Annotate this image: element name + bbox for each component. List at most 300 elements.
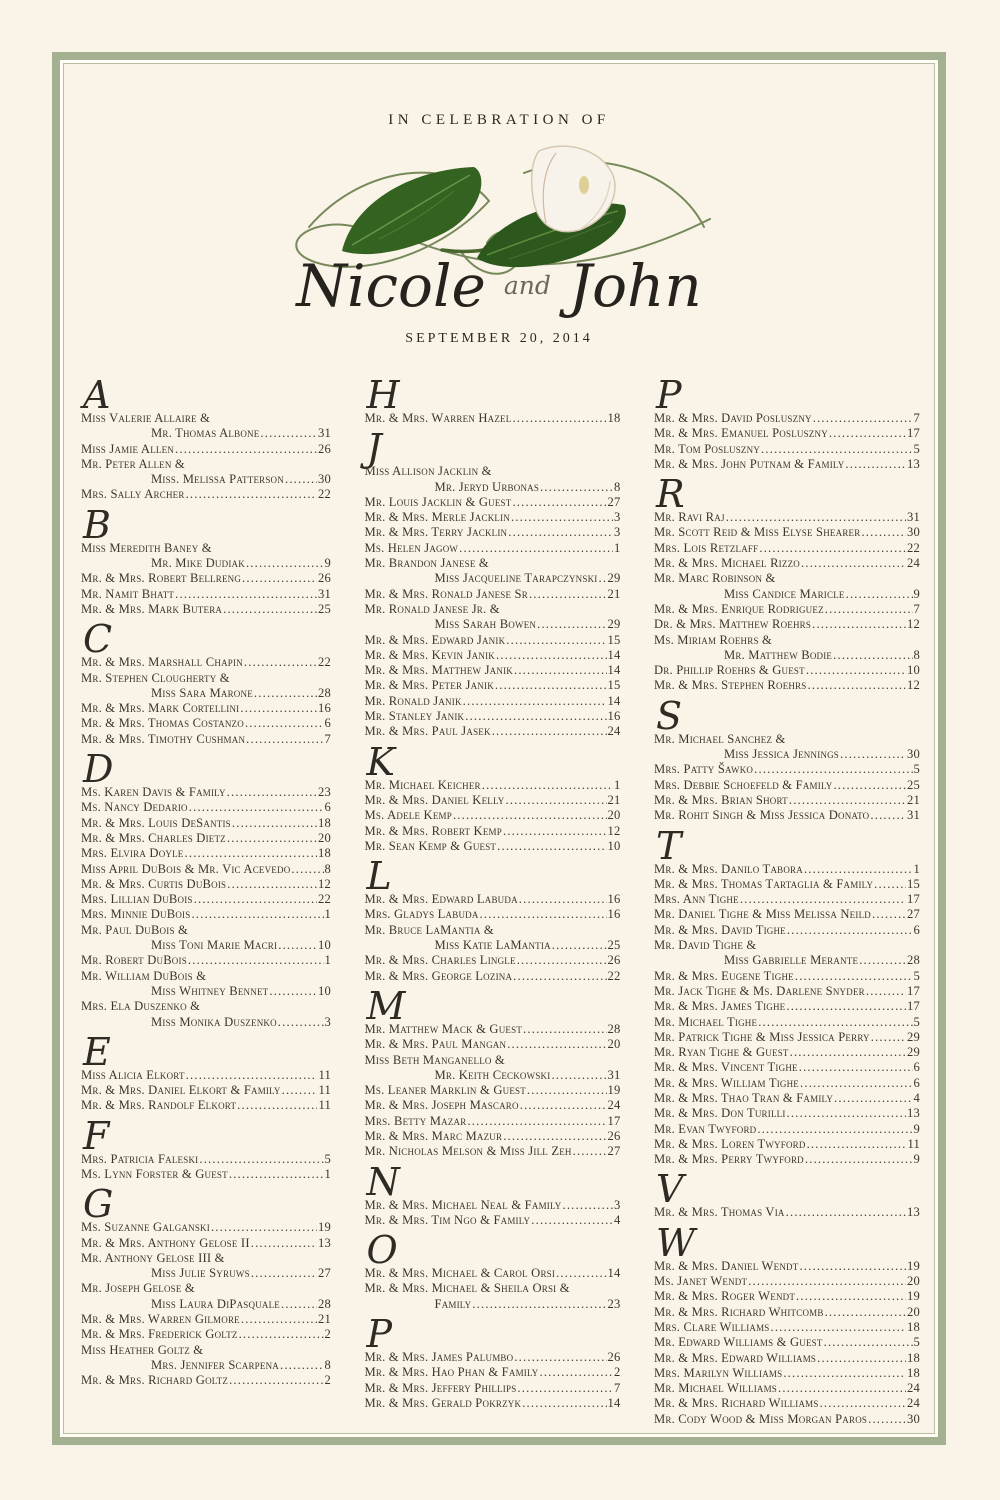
guest-line xyxy=(81,892,331,907)
guest-entry xyxy=(81,846,331,861)
dot-leader xyxy=(482,778,613,793)
table-number: 15 xyxy=(907,876,920,891)
guest-line xyxy=(654,877,920,892)
table-number: 8 xyxy=(324,1357,331,1372)
groom-name: John xyxy=(568,252,702,320)
guest-line xyxy=(81,671,331,686)
guest-line xyxy=(654,984,920,999)
dot-leader xyxy=(537,617,606,632)
dot-leader xyxy=(771,1320,906,1335)
guest-name: Ms. Janet Wendt xyxy=(654,1274,748,1289)
table-number: 28 xyxy=(318,1296,331,1311)
guest-entry xyxy=(365,587,621,602)
dot-leader xyxy=(497,839,606,854)
dot-leader xyxy=(519,892,607,907)
table-number: 22 xyxy=(907,540,920,555)
guest-entry xyxy=(365,1350,621,1365)
guest-name: Mrs. Lillian DuBois xyxy=(81,892,193,907)
guest-line xyxy=(81,686,331,701)
dot-leader xyxy=(787,1106,906,1121)
guest-line xyxy=(81,953,331,968)
guest-line xyxy=(81,846,331,861)
guest-line xyxy=(654,1305,920,1320)
guest-name: Mr. Ronald Janik xyxy=(364,693,462,708)
guest-line xyxy=(365,724,621,739)
guest-name: Mr. Thomas Albone xyxy=(151,426,260,441)
guest-line xyxy=(81,602,331,617)
guest-line xyxy=(654,1106,920,1121)
guest-name: Ms. Lynn Forster & Guest xyxy=(81,1166,228,1181)
table-number: 25 xyxy=(318,601,331,616)
table-number: 29 xyxy=(907,1029,920,1044)
dot-leader xyxy=(829,426,906,441)
guest-section xyxy=(654,693,920,824)
guest-name: Mr. Rohit Singh & Miss Jessica Donato xyxy=(654,808,870,823)
guest-name: Mr. & Mrs. Michael Rizzo xyxy=(654,556,800,571)
dot-leader xyxy=(573,1144,607,1159)
guest-name: Miss. Melissa Patterson xyxy=(151,472,284,487)
table-number: 10 xyxy=(907,663,920,678)
guest-name: Mr. & Mrs. Danilo Tabora xyxy=(654,861,803,876)
dot-leader xyxy=(232,816,317,831)
guest-line xyxy=(654,602,920,617)
dot-leader xyxy=(812,617,906,632)
guest-line xyxy=(654,1076,920,1091)
guest-line xyxy=(365,953,621,968)
guest-line xyxy=(81,487,331,502)
guest-name: Mrs. Lois Retzlaff xyxy=(654,540,759,555)
guest-name: Ms. Leaner Marklin & Guest xyxy=(364,1083,526,1098)
table-number: 14 xyxy=(607,647,621,662)
dot-leader xyxy=(285,472,317,487)
dot-leader xyxy=(472,1297,606,1312)
guest-entry xyxy=(81,877,331,892)
guest-entry xyxy=(365,1266,621,1281)
table-number: 4 xyxy=(913,1090,920,1105)
dot-leader xyxy=(512,411,606,426)
guest-line xyxy=(365,907,621,922)
guest-name: Mr. & Mrs. Thomas Tartaglia & Family xyxy=(654,876,874,891)
bride-name: Nicole xyxy=(296,252,486,320)
dot-leader xyxy=(846,587,913,602)
guest-name: Mr. & Mrs. Michael & Sheila Orsi & xyxy=(364,1281,570,1296)
guest-line xyxy=(365,495,621,510)
guest-name: Mr. & Mrs. Vincent Tighe xyxy=(654,1060,798,1075)
guest-entry xyxy=(654,1274,920,1289)
guest-entry xyxy=(365,923,621,954)
guest-line xyxy=(654,1060,920,1075)
guest-line xyxy=(81,1220,331,1235)
table-number: 21 xyxy=(607,586,621,601)
guest-line xyxy=(365,510,621,525)
guest-entry xyxy=(81,716,331,731)
dot-leader xyxy=(175,442,317,457)
guest-entry xyxy=(81,571,331,586)
guest-entry xyxy=(654,999,920,1014)
table-number: 1 xyxy=(324,907,331,922)
guest-name: Mr. & Mrs. Richard Goltz xyxy=(81,1373,229,1388)
dot-leader xyxy=(223,602,317,617)
table-number: 27 xyxy=(318,1266,331,1281)
table-number: 31 xyxy=(607,1067,621,1082)
guest-entry xyxy=(365,808,621,823)
table-number: 24 xyxy=(907,1381,920,1396)
guest-line xyxy=(365,587,621,602)
dot-leader xyxy=(211,1220,317,1235)
guest-name: Mr. & Mrs. Emanuel Posluszny xyxy=(654,426,828,441)
guest-name: Mrs. Patty Šawko xyxy=(654,762,754,777)
guest-name: Miss Laura DiPasquale xyxy=(151,1296,280,1311)
table-number: 2 xyxy=(614,1365,621,1380)
guest-line xyxy=(81,556,331,571)
section-letter: M xyxy=(366,983,406,1028)
guest-entry xyxy=(365,1198,621,1213)
guest-name: Miss Candice Maricle xyxy=(724,586,845,601)
guest-line xyxy=(365,1213,621,1228)
table-number: 2 xyxy=(324,1327,331,1342)
dot-leader xyxy=(511,510,613,525)
dot-leader xyxy=(245,716,324,731)
table-number: 3 xyxy=(614,1197,621,1212)
table-number: 29 xyxy=(907,1045,920,1060)
dot-leader xyxy=(227,785,317,800)
section-letter: K xyxy=(366,739,395,784)
table-number: 24 xyxy=(907,556,920,571)
guest-line xyxy=(81,984,331,999)
table-number: 13 xyxy=(318,1235,331,1250)
guest-entry xyxy=(81,862,331,877)
guest-section xyxy=(364,983,621,1160)
dot-leader xyxy=(805,1152,913,1167)
table-number: 11 xyxy=(318,1083,331,1098)
guest-name: Mr. Patrick Tighe & Miss Jessica Perry xyxy=(654,1029,870,1044)
table-number: 18 xyxy=(607,411,621,425)
guest-entry xyxy=(365,953,621,968)
dot-leader xyxy=(825,1305,906,1320)
dot-leader xyxy=(191,907,323,922)
guest-name: Mr. Ravi Raj xyxy=(654,510,725,525)
table-number: 18 xyxy=(907,1365,920,1380)
dot-leader xyxy=(795,969,913,984)
guest-name: Mr. & Mrs. Jeffery Phillips xyxy=(364,1380,517,1395)
dot-leader xyxy=(467,1114,606,1129)
dot-leader xyxy=(199,1152,323,1167)
guest-name: Mr. & Mrs. William Tighe xyxy=(654,1075,800,1090)
guest-name: Mr. & Mrs. Timothy Cushman xyxy=(81,731,246,746)
guest-name: Mr. & Mrs. Edward Williams xyxy=(654,1350,817,1365)
guest-entry xyxy=(654,617,920,632)
guest-line xyxy=(365,694,621,709)
guest-entry xyxy=(81,1068,331,1083)
guest-line xyxy=(365,923,621,938)
guest-name: Mr. & Mrs. Kevin Janik xyxy=(364,647,495,662)
dot-leader xyxy=(512,495,606,510)
guest-name: Mr. & Mrs. Charles Dietz xyxy=(81,830,226,845)
guest-name: Mr. & Mrs. Roger Wendt xyxy=(654,1289,796,1304)
guest-line xyxy=(81,426,331,441)
dot-leader xyxy=(251,1236,317,1251)
guest-line xyxy=(654,1091,920,1106)
dot-leader xyxy=(291,862,323,877)
table-number: 9 xyxy=(324,556,331,571)
dot-leader xyxy=(861,525,906,540)
guest-entry xyxy=(654,411,920,426)
guest-entry xyxy=(81,671,331,702)
guest-entry xyxy=(365,464,621,495)
dot-leader xyxy=(820,1396,906,1411)
guest-entry xyxy=(654,1076,920,1091)
guest-name: Mr. Michael Sanchez & xyxy=(654,731,786,746)
guest-name: Mr. Stanley Janik xyxy=(364,709,465,724)
guest-name: Mr. & Mrs. Richard Whitcomb xyxy=(654,1304,824,1319)
guest-name: Mr. & Mrs. Matthew Janik xyxy=(364,663,513,678)
dot-leader xyxy=(514,663,607,678)
dot-leader xyxy=(503,824,607,839)
dot-leader xyxy=(778,1381,906,1396)
guest-entry xyxy=(654,762,920,777)
section-letter: W xyxy=(656,1220,696,1265)
guest-name: Mr. & Mrs. Perry Twyford xyxy=(654,1152,804,1167)
table-number: 18 xyxy=(318,815,331,830)
guest-name: Mr. & Mrs. Tim Ngo & Family xyxy=(364,1212,531,1227)
guest-line xyxy=(654,1274,920,1289)
table-number: 7 xyxy=(614,1380,621,1395)
table-number: 5 xyxy=(913,441,920,456)
guest-name: Mrs. Debbie Schoefeld & Family xyxy=(654,777,833,792)
table-number: 25 xyxy=(607,938,621,953)
guest-name: Mr. Bruce LaMantia & xyxy=(364,922,494,937)
table-number: 20 xyxy=(607,808,621,823)
section-letter: D xyxy=(83,747,114,792)
dot-leader xyxy=(866,984,906,999)
section-letter: L xyxy=(366,854,392,899)
guest-line xyxy=(365,839,621,854)
dot-leader xyxy=(799,1259,906,1274)
guest-entry xyxy=(365,778,621,793)
table-number: 10 xyxy=(318,938,331,953)
guest-section xyxy=(81,1113,331,1183)
table-number: 17 xyxy=(607,1113,621,1128)
guest-entry xyxy=(365,1365,621,1380)
section-letter: P xyxy=(366,1312,393,1357)
guest-name: Family xyxy=(434,1296,472,1311)
table-number: 23 xyxy=(607,1296,621,1311)
table-number: 12 xyxy=(907,617,920,632)
dot-leader xyxy=(282,1083,318,1098)
guest-entry xyxy=(654,1137,920,1152)
guest-name: Miss Monika Duszenko xyxy=(151,1014,277,1029)
dot-leader xyxy=(754,762,912,777)
dot-leader xyxy=(786,1205,906,1220)
guest-entry xyxy=(365,709,621,724)
guest-line xyxy=(81,655,331,670)
dot-leader xyxy=(551,1068,606,1083)
dot-leader xyxy=(531,1213,613,1228)
guest-name: Mr. & Mrs. Randolf Elkort xyxy=(81,1098,237,1113)
table-number: 30 xyxy=(907,1411,920,1426)
dot-leader xyxy=(789,793,906,808)
guest-name: Mr. & Mrs. Daniel Elkort & Family xyxy=(81,1083,281,1098)
guest-entry xyxy=(365,1381,621,1396)
guest-name: Mr. & Mrs. Peter Janik xyxy=(364,678,494,693)
guest-line xyxy=(81,571,331,586)
dot-leader xyxy=(868,1412,906,1427)
dot-leader xyxy=(514,1350,606,1365)
guest-entry xyxy=(365,793,621,808)
table-number: 27 xyxy=(607,494,621,509)
guest-line xyxy=(365,571,621,586)
table-number: 8 xyxy=(913,647,920,662)
guest-name: Mr. & Mrs. Daniel Wendt xyxy=(654,1258,799,1273)
guest-line xyxy=(365,808,621,823)
dot-leader xyxy=(229,1167,324,1182)
guest-line xyxy=(654,923,920,938)
guest-name: Mr. Ryan Tighe & Guest xyxy=(654,1045,789,1060)
guest-line xyxy=(654,1351,920,1366)
guest-line xyxy=(365,678,621,693)
guest-name: Mr. & Mrs. Don Turilli xyxy=(654,1106,786,1121)
guest-line xyxy=(365,525,621,540)
guest-name: Mr. & Mrs. Warren Hazel xyxy=(364,411,512,425)
guest-line xyxy=(81,800,331,815)
dot-leader xyxy=(833,648,912,663)
table-number: 3 xyxy=(614,525,621,540)
couple-names xyxy=(66,251,932,321)
guest-line xyxy=(365,411,621,426)
table-number: 17 xyxy=(907,999,920,1014)
dot-leader xyxy=(189,800,324,815)
table-number: 31 xyxy=(318,586,331,601)
guest-line xyxy=(81,1358,331,1373)
guest-entry xyxy=(81,1236,331,1251)
guest-entry xyxy=(81,1373,331,1388)
dot-leader xyxy=(254,686,317,701)
guest-name: Mr. & Mrs. Edward Janik xyxy=(364,632,506,647)
seating-column xyxy=(81,373,331,1427)
guest-line xyxy=(81,411,331,426)
guest-line xyxy=(365,464,621,479)
guest-entry xyxy=(654,602,920,617)
guest-name: Mr. Ronald Janese Jr. & xyxy=(364,601,500,616)
guest-entry xyxy=(654,938,920,969)
table-number: 5 xyxy=(913,968,920,983)
table-number: 17 xyxy=(907,426,920,441)
guest-section xyxy=(654,1169,920,1220)
guest-entry xyxy=(81,800,331,815)
guest-line xyxy=(81,1167,331,1182)
guest-entry xyxy=(81,1312,331,1327)
table-number: 1 xyxy=(614,777,621,792)
guest-section xyxy=(81,375,331,503)
guest-entry xyxy=(365,1053,621,1084)
table-number: 16 xyxy=(607,892,621,907)
guest-name: Mr. Stephen Clougherty & xyxy=(81,670,230,685)
table-number: 30 xyxy=(318,472,331,487)
guest-entry xyxy=(365,525,621,540)
guest-name: Mr. & Mrs. Joseph Mascaro xyxy=(364,1098,519,1113)
table-number: 22 xyxy=(318,892,331,907)
guest-entry xyxy=(365,892,621,907)
table-number: 27 xyxy=(907,907,920,922)
dot-leader xyxy=(522,1396,606,1411)
guest-name: Mr. & Mrs. Mark Butera xyxy=(81,601,223,616)
guest-entry xyxy=(81,487,331,502)
table-number: 26 xyxy=(607,953,621,968)
guest-name: Miss Allison Jacklin & xyxy=(364,464,492,479)
table-number: 30 xyxy=(907,525,920,540)
guest-section xyxy=(654,1220,920,1427)
guest-entry xyxy=(81,1251,331,1282)
table-number: 12 xyxy=(907,678,920,693)
guest-entry xyxy=(365,824,621,839)
dot-leader xyxy=(246,556,324,571)
guest-line xyxy=(654,1122,920,1137)
dot-leader xyxy=(871,1030,906,1045)
guest-name: Mrs. Ela Duszenko & xyxy=(81,999,201,1014)
guest-entry xyxy=(365,602,621,633)
dot-leader xyxy=(241,1312,317,1327)
guest-entry xyxy=(654,457,920,472)
guest-entry xyxy=(654,808,920,823)
guest-line xyxy=(654,426,920,441)
dot-leader xyxy=(239,1327,324,1342)
spadix xyxy=(579,176,589,194)
guest-name: Miss Beth Manganello & xyxy=(364,1052,505,1067)
dot-leader xyxy=(492,724,607,739)
guest-entry xyxy=(81,785,331,800)
guest-line xyxy=(654,648,920,663)
guest-name: Mr. & Mrs. Enrique Rodriguez xyxy=(654,601,824,616)
dot-leader xyxy=(227,877,317,892)
guest-name: Mr. Michael Tighe xyxy=(654,1014,758,1029)
guest-line xyxy=(365,648,621,663)
guest-line xyxy=(654,747,920,762)
guest-entry xyxy=(81,892,331,907)
table-number: 12 xyxy=(318,876,331,891)
guest-entry xyxy=(365,663,621,678)
guest-line xyxy=(654,633,920,648)
guest-name: Mr. & Mrs. Robert Bellreng xyxy=(81,571,242,586)
guest-entry xyxy=(81,1167,331,1182)
guest-section xyxy=(364,739,621,854)
guest-name: Dr. & Mrs. Matthew Roehrs xyxy=(654,617,812,632)
guest-entry xyxy=(654,907,920,922)
table-number: 28 xyxy=(907,953,920,968)
table-number: 11 xyxy=(318,1098,331,1113)
table-number: 1 xyxy=(324,1166,331,1181)
guest-line xyxy=(654,442,920,457)
guest-line xyxy=(365,541,621,556)
section-letter: H xyxy=(366,373,400,417)
guest-entry xyxy=(654,1045,920,1060)
dot-leader xyxy=(817,1351,906,1366)
guest-name: Mr. Paul DuBois & xyxy=(81,922,188,937)
guest-entry xyxy=(654,1335,920,1350)
guest-entry xyxy=(654,1320,920,1335)
guest-line xyxy=(654,907,920,922)
guest-entry xyxy=(365,556,621,587)
table-number: 23 xyxy=(318,785,331,800)
guest-entry xyxy=(654,1396,920,1411)
dot-leader xyxy=(859,953,906,968)
dot-leader xyxy=(503,1129,606,1144)
dot-leader xyxy=(506,633,606,648)
guest-line xyxy=(365,663,621,678)
table-number: 6 xyxy=(324,800,331,815)
guest-line xyxy=(654,571,920,586)
dot-leader xyxy=(278,1015,324,1030)
table-number: 6 xyxy=(913,1075,920,1090)
